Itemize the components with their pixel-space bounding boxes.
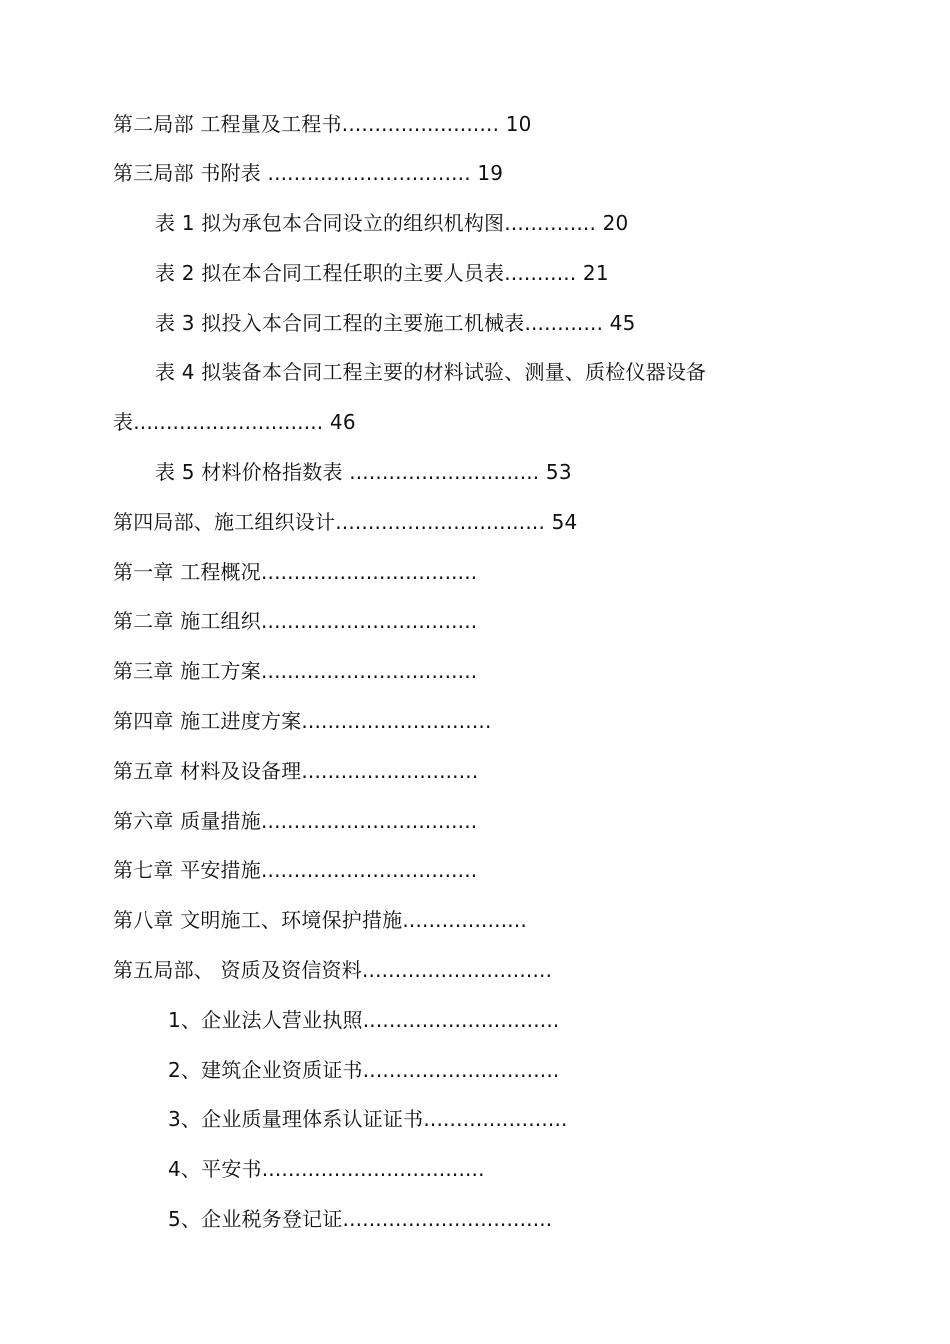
- toc-entry-chapter-3: 第三章 施工方案.................................: [113, 659, 478, 683]
- toc-entry-chapter-6: 第六章 质量措施.................................: [113, 809, 478, 833]
- toc-entry-item-2: 2、建筑企业资质证书..............................: [168, 1058, 560, 1082]
- toc-entry-item-3: 3、企业质量理体系认证证书......................: [168, 1107, 568, 1131]
- toc-entry-table-5: 表 5 材料价格指数表 ............................. 53: [155, 460, 572, 484]
- toc-entry-part-3: 第三局部 书附表 ............................... 19: [113, 161, 504, 185]
- toc-entry-chapter-8: 第八章 文明施工、环境保护措施...................: [113, 908, 527, 932]
- toc-entry-item-1: 1、企业法人营业执照..............................: [168, 1008, 560, 1032]
- toc-entry-chapter-1: 第一章 工程概况.................................: [113, 560, 478, 584]
- toc-entry-part-5: 第五局部、 资质及资信资料.............................: [113, 958, 553, 982]
- toc-entry-part-4: 第四局部、施工组织设计................................ 54: [113, 510, 578, 534]
- toc-entry-table-4-continued: 表............................. 46: [113, 410, 356, 434]
- toc-entry-table-4: 表 4 拟装备本合同工程主要的材料试验、测量、质检仪器设备: [155, 360, 707, 384]
- toc-entry-table-1: 表 1 拟为承包本合同设立的组织机构图.............. 20: [155, 211, 629, 235]
- toc-entry-table-3: 表 3 拟投入本合同工程的主要施工机械表............ 45: [155, 311, 636, 335]
- toc-entry-chapter-5: 第五章 材料及设备理...........................: [113, 759, 479, 783]
- toc-entry-chapter-4: 第四章 施工进度方案.............................: [113, 709, 492, 733]
- toc-entry-chapter-7: 第七章 平安措施.................................: [113, 858, 478, 882]
- toc-entry-chapter-2: 第二章 施工组织.................................: [113, 609, 478, 633]
- toc-entry-part-2: 第二局部 工程量及工程书........................ 10: [113, 112, 532, 136]
- toc-entry-item-5: 5、企业税务登记证................................: [168, 1207, 553, 1231]
- toc-entry-table-2: 表 2 拟在本合同工程任职的主要人员表........... 21: [155, 261, 609, 285]
- toc-entry-item-4: 4、平安书..................................: [168, 1157, 485, 1181]
